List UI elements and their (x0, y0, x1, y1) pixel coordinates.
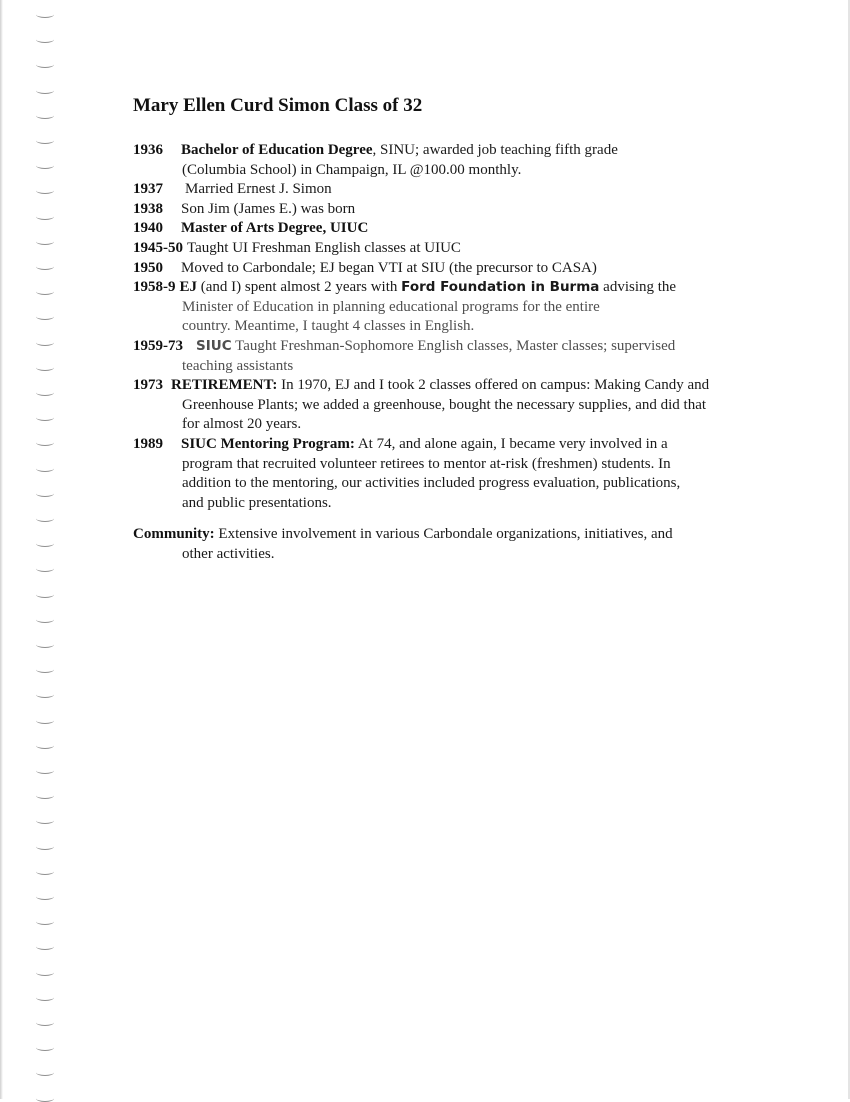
binding-hole-mark (36, 792, 54, 799)
entry-1950 (133, 259, 783, 279)
entry-text: Taught Freshman-Sophomore English classes, Master classes; supervised (235, 337, 676, 354)
binding-hole-mark (36, 313, 54, 320)
binding-hole-mark (36, 288, 54, 295)
binding-hole-mark (36, 767, 54, 774)
retirement-label: RETIREMENT: (171, 377, 278, 394)
binding-hole-mark (36, 515, 54, 522)
binding-hole-mark (36, 616, 54, 623)
binding-hole-mark (36, 11, 54, 18)
entry-text: Moved to Carbondale; EJ began VTI at SIU (the precursor to CASA) (181, 259, 597, 276)
timeline-list (133, 141, 783, 513)
entry-year: 1945-50 (133, 239, 183, 256)
binding-hole-mark (36, 641, 54, 648)
entry-text: In 1970, EJ and I took 2 classes offered on campus: Making Candy and (281, 377, 710, 394)
binding-hole-mark (36, 717, 54, 724)
binding-hole-mark (36, 439, 54, 446)
binding-hole-mark (36, 213, 54, 220)
binding-hole-mark (36, 691, 54, 698)
entry-continuation: (Columbia School) in Champaign, IL @100.00 monthly. (182, 161, 522, 178)
binding-hole-mark (36, 339, 54, 346)
spiral-binding-marks (30, 0, 60, 1099)
binding-hole-mark (36, 389, 54, 396)
entry-text: Married Ernest J. Simon (185, 181, 332, 198)
entry-year: 1958-9 (133, 279, 176, 296)
entry-text: At 74, and alone again, I became very involved in a (357, 435, 668, 452)
binding-hole-mark (36, 994, 54, 1001)
entry-continuation: country. Meantime, I taught 4 classes in English. (182, 318, 475, 335)
entry-continuation: teaching assistants (182, 357, 294, 374)
binding-hole-mark (36, 187, 54, 194)
page-left-edge (0, 0, 3, 1099)
entry-text: (and I) spent almost 2 years with (200, 279, 398, 296)
entry-1945-50 (133, 239, 783, 259)
binding-hole-mark (36, 1044, 54, 1051)
community-label: Community: (133, 526, 215, 542)
binding-hole-mark (36, 414, 54, 421)
binding-hole-mark (36, 918, 54, 925)
entry-text: advising the (603, 279, 677, 296)
community-section (133, 525, 783, 564)
entry-year: 1940 (133, 220, 163, 237)
entry-1973 (133, 376, 783, 435)
entry-1940 (133, 219, 783, 239)
entry-1959-73 (133, 337, 783, 376)
entry-year: 1937 (133, 181, 163, 198)
entry-year: 1959-73 (133, 337, 183, 354)
entry-text: Taught UI Freshman English classes at UIUC (187, 239, 461, 256)
entry-year: 1973 (133, 377, 163, 394)
binding-hole-mark (36, 162, 54, 169)
binding-hole-mark (36, 969, 54, 976)
entry-1937 (133, 180, 783, 200)
entry-text: , SINU; awarded job teaching fifth grade (372, 142, 618, 158)
entry-continuation: Minister of Education in planning educational programs for the entire (182, 298, 600, 315)
binding-hole-mark (36, 591, 54, 598)
entry-continuation: for almost 20 years. (182, 416, 302, 433)
binding-hole-mark (36, 666, 54, 673)
binding-hole-mark (36, 843, 54, 850)
binding-hole-mark (36, 61, 54, 68)
community-text: Extensive involvement in various Carbondale organizations, initiatives, and (218, 526, 673, 542)
binding-hole-mark (36, 943, 54, 950)
entry-1989 (133, 435, 783, 513)
entry-year: 1936 (133, 142, 163, 158)
binding-hole-mark (36, 1069, 54, 1076)
entry-year: 1950 (133, 259, 163, 276)
siuc-label: SIUC (196, 337, 232, 354)
degree-title: Bachelor of Education Degree (181, 142, 373, 158)
entry-1938 (133, 200, 783, 220)
binding-hole-mark (36, 87, 54, 94)
binding-hole-mark (36, 364, 54, 371)
community-continuation: other activities. (182, 545, 275, 562)
binding-hole-mark (36, 137, 54, 144)
entry-year: 1989 (133, 435, 163, 452)
entry-1936 (133, 141, 783, 180)
entry-continuation: and public presentations. (182, 494, 332, 511)
entry-year: 1938 (133, 200, 163, 217)
entry-text: Son Jim (James E.) was born (181, 200, 356, 217)
binding-hole-mark (36, 565, 54, 572)
entry-1958-9 (133, 278, 783, 337)
entry-continuation: Greenhouse Plants; we added a greenhouse, bought the necessary supplies, and did that (182, 396, 707, 413)
degree-title: Master of Arts Degree, UIUC (181, 220, 369, 237)
binding-hole-mark (36, 490, 54, 497)
binding-hole-mark (36, 893, 54, 900)
page-title: Mary Ellen Curd Simon Class of 32 (133, 95, 423, 116)
binding-hole-mark (36, 112, 54, 119)
binding-hole-mark (36, 36, 54, 43)
binding-hole-mark (36, 238, 54, 245)
binding-hole-mark (36, 465, 54, 472)
binding-hole-mark (36, 742, 54, 749)
binding-hole-mark (36, 540, 54, 547)
mentoring-program-label: SIUC Mentoring Program: (181, 435, 355, 452)
entry-bold-name: EJ (179, 279, 198, 296)
binding-hole-mark (36, 817, 54, 824)
binding-hole-mark (36, 1019, 54, 1026)
ford-foundation-label: Ford Foundation in Burma (401, 279, 600, 296)
binding-hole-mark (36, 263, 54, 270)
entry-continuation: program that recruited volunteer retirees to mentor at-risk (freshmen) students. In (182, 455, 671, 472)
entry-continuation: addition to the mentoring, our activities included progress evaluation, publications, (182, 475, 681, 492)
binding-hole-mark (36, 868, 54, 875)
